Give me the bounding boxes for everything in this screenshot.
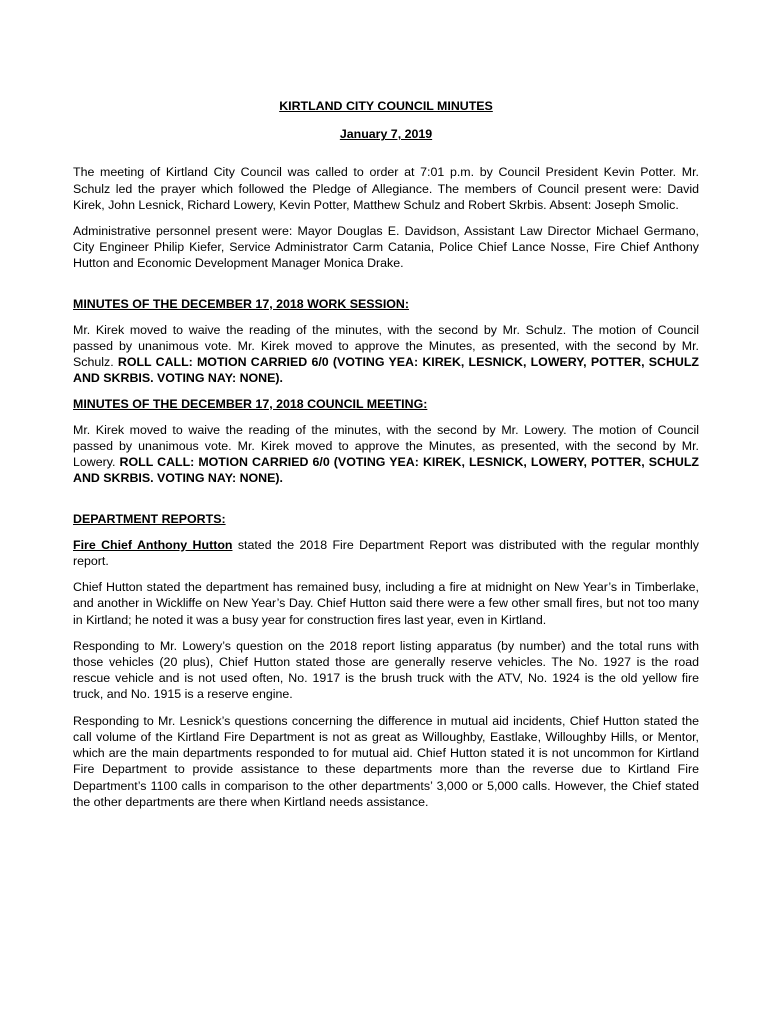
paragraph-lesnick-question: Responding to Mr. Lesnick’s questions concerning the difference in mutual aid incidents, Chief Hutton stated the call volume of the Kirtland Fire Department is not as great as Willoughby, Eastlake, Willoughby Hills, or Mentor, which are the main departments responded to for mutual aid. Chief Hutton stated it is not uncommon for Kirtland Fire Department to provide assistance to these departments more than the reverse due to Kirtland Fire Department’s 1100 calls in comparison to the other departments’ 3,000 or 5,000 calls. However, the Chief stated the other departments are there when Kirtland needs assistance. (73, 713, 699, 809)
document-body (73, 98, 699, 810)
section-heading-council-meeting: MINUTES OF THE DECEMBER 17, 2018 COUNCIL MEETING: (73, 396, 428, 411)
fire-chief-report-text: stated the 2018 Fire Department Report was distributed with the regular monthly report. (73, 537, 699, 569)
paragraph-council-meeting-motion (73, 422, 699, 487)
section-heading-work-session: MINUTES OF THE DECEMBER 17, 2018 WORK SESSION: (73, 296, 409, 311)
document-title: KIRTLAND CITY COUNCIL MINUTES (279, 99, 493, 113)
paragraph-work-session-motion (73, 322, 699, 387)
section-heading-department-reports: DEPARTMENT REPORTS: (73, 511, 226, 526)
paragraph-call-to-order: The meeting of Kirtland City Council was called to order at 7:01 p.m. by Council President Kevin Potter. Mr. Schulz led the prayer which followed the Pledge of Allegiance. The members of Council present were: David Kirek, John Lesnick, Richard Lowery, Kevin Potter, Matthew Schulz and Robert Skrbis. Absent: Joseph Smolic. (73, 165, 699, 212)
work-session-roll-call: ROLL CALL: MOTION CARRIED 6/0 (VOTING YEA: KIREK, LESNICK, LOWERY, POTTER, SCHULZ AND SKRBIS. VOTING NAY: NONE). (73, 355, 699, 386)
fire-chief-name: Fire Chief Anthony Hutton (73, 537, 233, 552)
council-meeting-roll-call: ROLL CALL: MOTION CARRIED 6/0 (VOTING YEA: KIREK, LESNICK, LOWERY, POTTER, SCHULZ AND SKRBIS. VOTING NAY: NONE). (73, 455, 699, 486)
document-date: January 7, 2019 (339, 127, 433, 142)
paragraph-lowery-question: Responding to Mr. Lowery’s question on the 2018 report listing apparatus (by number) and the total runs with those vehicles (20 plus), Chief Hutton stated those are generally reserve vehicles. The No. 1927 is the road rescue vehicle and is not used often, No. 1917 is the brush truck with the ATV, No. 1924 is the old yellow fire truck, and No. 1915 is a reserve engine. (73, 638, 699, 702)
paragraph-department-busy: Chief Hutton stated the department has remained busy, including a fire at midnight on New Year’s in Timberlake, and another in Wickliffe on New Year’s Day. Chief Hutton said there were a few other small fires, but not too many in Kirtland; he noted it was a busy year for construction fires last year, even in Kirtland. (73, 580, 699, 627)
work-session-motion-text: Mr. Kirek moved to waive the reading of the minutes, with the second by Mr. Schulz. The motion of Council passed by unanimous vote. Mr. Kirek moved to approve the Minutes, as presented, with the second by Mr. Schulz. (73, 322, 699, 370)
paragraph-fire-chief-report (73, 537, 699, 569)
council-meeting-motion-text: Mr. Kirek moved to waive the reading of the minutes, with the second by Mr. Lowery. The motion of Council passed by unanimous vote. Mr. Kirek moved to approve the Minutes, as presented, with the second by Mr. Lowery. (73, 422, 699, 470)
paragraph-administrative-personnel: Administrative personnel present were: Mayor Douglas E. Davidson, Assistant Law Director Michael Germano, City Engineer Philip Kiefer, Service Administrator Carm Catania, Police Chief Lance Nosse, Fire Chief Anthony Hutton and Economic Development Manager Monica Drake. (73, 224, 699, 271)
